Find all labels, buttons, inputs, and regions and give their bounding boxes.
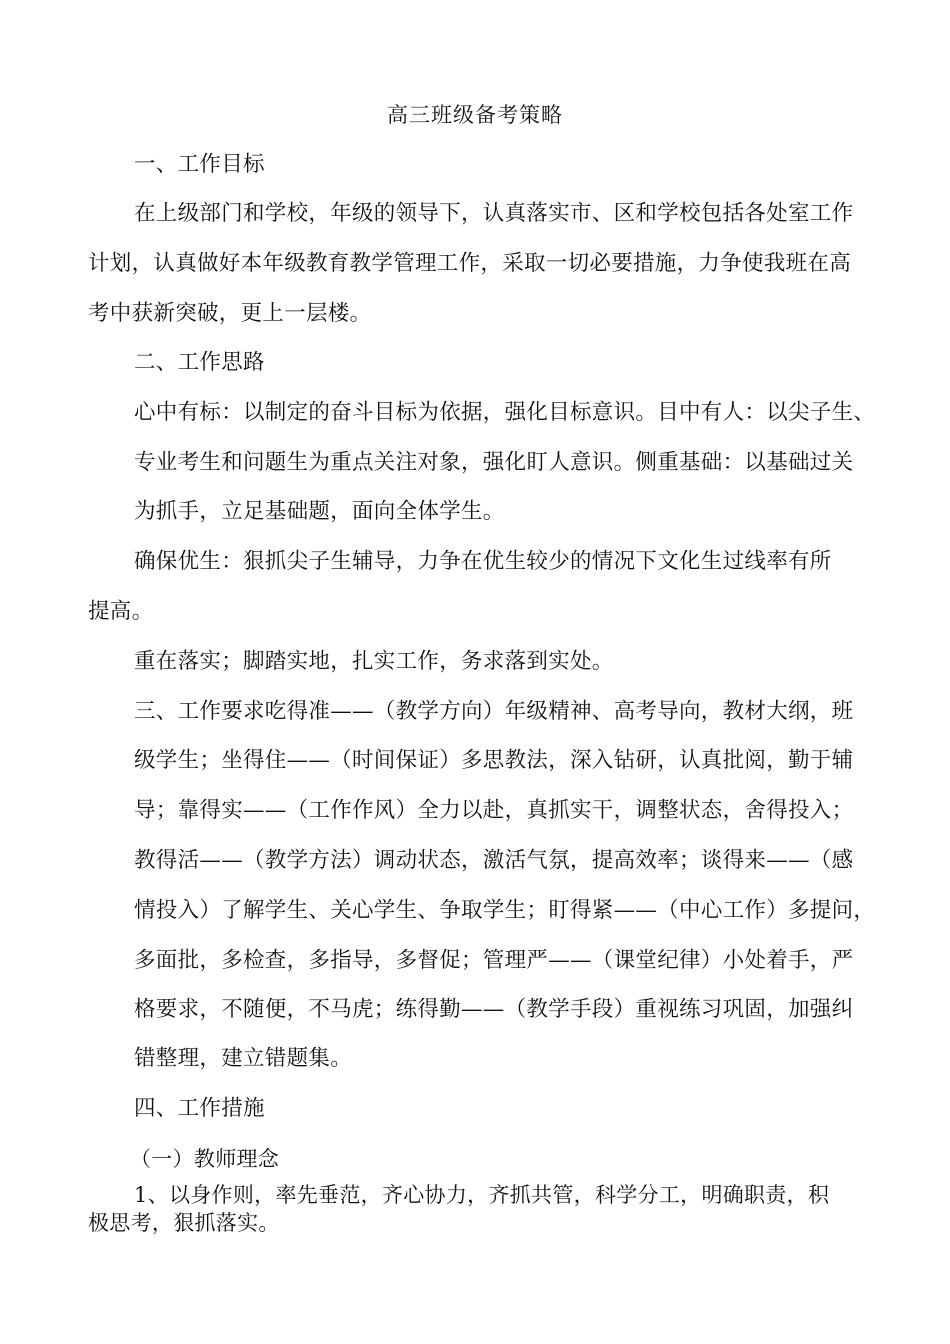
paragraph-line: 极思考，狠抓落实。 bbox=[88, 1211, 280, 1235]
paragraph-line: 提高。 bbox=[88, 599, 154, 624]
paragraph-line: 重在落实；脚踏实地，扎实工作，务求落到实处。 bbox=[134, 649, 614, 674]
section-heading-4: 四、工作措施 bbox=[134, 1096, 265, 1121]
section-heading-1: 一、工作目标 bbox=[134, 152, 265, 177]
paragraph-line: 考中获新突破，更上一层楼。 bbox=[88, 301, 372, 326]
paragraph-line: 心中有标：以制定的奋斗目标为依据，强化目标意识。目中有人：以尖子生、 bbox=[134, 400, 876, 425]
paragraph-line: 教得活——（教学方法）调动状态，激活气氛，提高效率；谈得来——（感 bbox=[134, 848, 854, 873]
paragraph-line: 为抓手，立足基础题，面向全体学生。 bbox=[134, 499, 505, 524]
paragraph-line: 多面批，多检查，多指导，多督促；管理严——（课堂纪律）小处着手，严 bbox=[134, 948, 854, 973]
subsection-heading: （一）教师理念 bbox=[130, 1147, 280, 1171]
document-title: 高三班级备考策略 bbox=[387, 103, 563, 127]
paragraph-line: 确保优生：狠抓尖子生辅导，力争在优生较少的情况下文化生过线率有所 bbox=[134, 549, 832, 574]
section-heading-3: 三、工作要求吃得准——（教学方向）年级精神、高考导向，教材大纲，班 bbox=[134, 699, 854, 724]
paragraph-line: 专业考生和问题生为重点关注对象，强化盯人意识。侧重基础：以基础过关 bbox=[134, 450, 854, 475]
paragraph-line: 导；靠得实——（工作作风）全力以赴，真抓实干，调整状态，舍得投入； bbox=[134, 798, 854, 823]
section-heading-2: 二、工作思路 bbox=[134, 350, 265, 375]
paragraph-line: 错整理，建立错题集。 bbox=[134, 1046, 353, 1071]
paragraph-line: 格要求，不随便，不马虎；练得勤——（教学手段）重视练习巩固，加强纠 bbox=[134, 997, 854, 1022]
paragraph-line: 1、以身作则，率先垂范，齐心协力，齐抓共管，科学分工，明确职责，积 bbox=[134, 1183, 830, 1207]
paragraph-line: 情投入）了解学生、关心学生、争取学生；盯得紧——（中心工作）多提问， bbox=[134, 898, 876, 923]
paragraph-line: 级学生；坐得住——（时间保证）多思教法，深入钻研，认真批阅，勤于辅 bbox=[134, 748, 854, 773]
paragraph-line: 计划，认真做好本年级教育教学管理工作，采取一切必要措施，力争使我班在高 bbox=[88, 251, 852, 276]
paragraph-line: 在上级部门和学校，年级的领导下，认真落实市、区和学校包括各处室工作 bbox=[134, 201, 854, 226]
